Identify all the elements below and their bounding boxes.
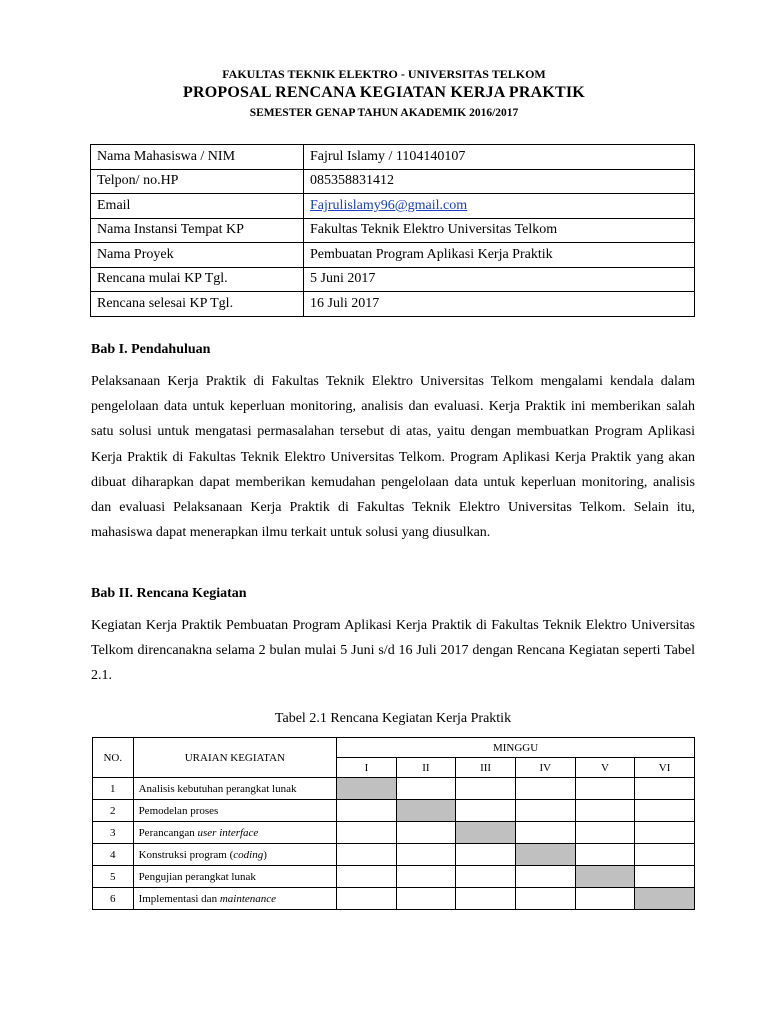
info-row — [91, 145, 695, 170]
info-label: Nama Proyek — [91, 243, 304, 268]
bab2-paragraph: Kegiatan Kerja Praktik Pembuatan Program Aplikasi Kerja Praktik di Fakultas Teknik Elektro Universitas Telkom direncanakna selama 2 bulan mulai 5 Juni s/d 16 Juli 2017 dengan Rencana Kegiatan seperti Tabel 2.1. — [91, 618, 695, 684]
info-label: Rencana mulai KP Tgl. — [91, 267, 304, 292]
bab2-heading: Bab II. Rencana Kegiatan — [91, 586, 247, 601]
week-cell — [396, 822, 456, 844]
bab1-paragraph: Pelaksanaan Kerja Praktik di Fakultas Teknik Elektro Universitas Telkom mengalami kendala dalam pengelolaan data untuk keperluan monitoring, analisis dan evaluasi. Kerja Praktik ini memberikan salah satu solusi untuk mengatasi permasalahan tersebut di atas, yaitu dengan membuatkan Program Aplikasi Kerja Praktik di Fakultas Teknik Elektro Universitas Telkom. Program Aplikasi Kerja Praktik yang akan dibuat diharapkan dapat memberikan kemudahan pengelolaan data untuk keperluan monitoring, analisis dan evaluasi Pelaksanaan Kerja Praktik di Fakultas Teknik Elektro Universitas Telkom. Selain itu, mahasiswa dapat menerapkan ilmu terkait untuk solusi yang diusulkan. — [91, 374, 695, 541]
info-value: Fakultas Teknik Elektro Universitas Telkom — [304, 218, 695, 243]
activity-row — [93, 866, 695, 888]
scheduled-week-cell — [337, 778, 396, 800]
week-cell — [456, 844, 516, 866]
student-info-table — [90, 144, 695, 317]
info-row — [91, 267, 695, 292]
week-header: V — [575, 758, 635, 778]
activity-number: 5 — [93, 866, 134, 888]
activity-row — [93, 822, 695, 844]
bab1-heading: Bab I. Pendahuluan — [91, 342, 211, 357]
week-cell — [635, 778, 695, 800]
week-cell — [337, 800, 396, 822]
week-header: IV — [515, 758, 575, 778]
week-cell — [635, 866, 695, 888]
table-caption: Tabel 2.1 Rencana Kegiatan Kerja Praktik — [274, 711, 512, 726]
scheduled-week-cell — [635, 888, 695, 910]
activity-number: 2 — [93, 800, 134, 822]
week-cell — [575, 888, 635, 910]
week-cell — [635, 844, 695, 866]
week-cell — [337, 888, 396, 910]
week-header: II — [396, 758, 456, 778]
week-header: I — [337, 758, 396, 778]
info-label: Telpon/ no.HP — [91, 169, 304, 194]
info-label: Nama Mahasiswa / NIM — [91, 145, 304, 170]
scheduled-week-cell — [575, 866, 635, 888]
info-label: Rencana selesai KP Tgl. — [91, 292, 304, 317]
week-cell — [456, 866, 516, 888]
col-minggu-header: MINGGU — [337, 738, 695, 758]
week-cell — [396, 888, 456, 910]
week-cell — [337, 822, 396, 844]
activity-description: Implementasi dan maintenance — [133, 888, 337, 910]
activity-row — [93, 800, 695, 822]
info-row — [91, 292, 695, 317]
document-title: PROPOSAL RENCANA KEGIATAN KERJA PRAKTIK — [183, 84, 585, 101]
info-value — [304, 194, 695, 219]
info-label: Nama Instansi Tempat KP — [91, 218, 304, 243]
activity-number: 3 — [93, 822, 134, 844]
week-cell — [396, 866, 456, 888]
info-label: Email — [91, 194, 304, 219]
week-cell — [396, 778, 456, 800]
scheduled-week-cell — [456, 822, 516, 844]
info-value: 085358831412 — [304, 169, 695, 194]
scheduled-week-cell — [515, 844, 575, 866]
week-cell — [456, 778, 516, 800]
activity-description: Perancangan user interface — [133, 822, 337, 844]
week-cell — [396, 844, 456, 866]
week-cell — [575, 844, 635, 866]
week-cell — [635, 800, 695, 822]
faculty-heading: FAKULTAS TEKNIK ELEKTRO - UNIVERSITAS TELKOM — [222, 67, 546, 81]
week-header: VI — [635, 758, 695, 778]
info-value: 16 Juli 2017 — [304, 292, 695, 317]
week-cell — [515, 866, 575, 888]
activity-number: 1 — [93, 778, 134, 800]
activity-plan-table — [92, 737, 695, 910]
info-value: Fajrul Islamy / 1104140107 — [304, 145, 695, 170]
scheduled-week-cell — [396, 800, 456, 822]
week-cell — [456, 888, 516, 910]
week-cell — [456, 800, 516, 822]
week-cell — [515, 822, 575, 844]
week-cell — [515, 778, 575, 800]
week-cell — [575, 800, 635, 822]
activity-description: Analisis kebutuhan perangkat lunak — [133, 778, 337, 800]
activity-description: Pemodelan proses — [133, 800, 337, 822]
col-uraian-header: URAIAN KEGIATAN — [133, 738, 337, 778]
info-row — [91, 169, 695, 194]
info-row — [91, 194, 695, 219]
activity-number: 6 — [93, 888, 134, 910]
week-cell — [337, 844, 396, 866]
semester-heading: SEMESTER GENAP TAHUN AKADEMIK 2016/2017 — [249, 107, 519, 119]
activity-description: Pengujian perangkat lunak — [133, 866, 337, 888]
week-cell — [515, 800, 575, 822]
info-value: 5 Juni 2017 — [304, 267, 695, 292]
info-value: Pembuatan Program Aplikasi Kerja Praktik — [304, 243, 695, 268]
week-cell — [337, 866, 396, 888]
activity-row — [93, 888, 695, 910]
col-no-header: NO. — [93, 738, 134, 778]
week-cell — [635, 822, 695, 844]
info-row — [91, 243, 695, 268]
activity-row — [93, 844, 695, 866]
week-cell — [515, 888, 575, 910]
email-link[interactable]: Fajrulislamy96@gmail.com — [310, 197, 468, 213]
activity-row — [93, 778, 695, 800]
activity-number: 4 — [93, 844, 134, 866]
week-cell — [575, 822, 635, 844]
week-cell — [575, 778, 635, 800]
activity-description: Konstruksi program (coding) — [133, 844, 337, 866]
info-row — [91, 218, 695, 243]
week-header: III — [456, 758, 516, 778]
